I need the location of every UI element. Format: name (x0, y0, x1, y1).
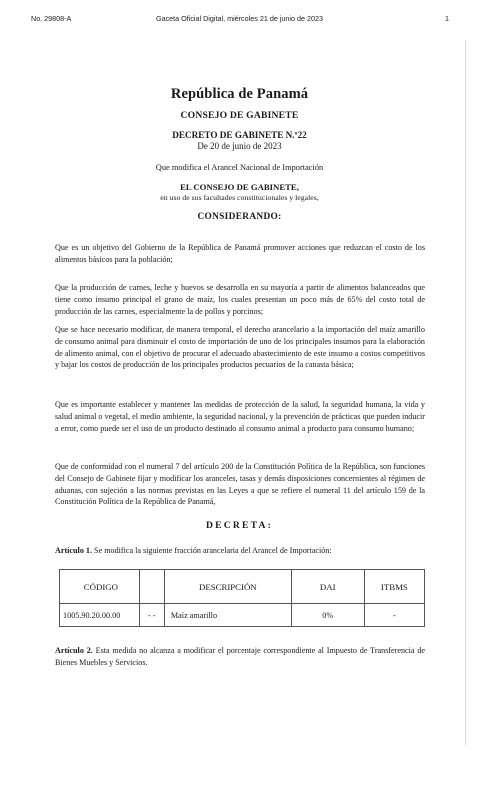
table-header-row (60, 570, 425, 604)
running-header (0, 14, 479, 26)
faculties-line: en uso de sus facultades constitucionales y legales, (160, 193, 319, 202)
tariff-table (59, 569, 425, 627)
gazette-title-date: Gaceta Oficial Digital, miércoles 21 de junio de 2023 (155, 14, 323, 23)
whereas-paragraph: Que se hace necesario modificar, de manera temporal, el derecho arancelario a la importación del maíz amarillo de consumo animal para disminuir el costo de importación de uno de los principales insumos para la elaboración de alimento animal, con el objetivo de procurar el adecuado abastecimiento de este insumo a costos competitivos y bajar los costos de producción de los principales productos pecuarios de la canasta básica; (55, 325, 425, 370)
article-2 (55, 645, 425, 669)
page-number: 1 (445, 14, 449, 23)
whereas-paragraph: Que de conformidad con el numeral 7 del artículo 200 de la Constitución Política de la República, son funciones del Consejo de Gabinete fijar y modificar los aranceles, tasas y demás disposiciones concernientes al régimen de aduanas, con sujeción a las normas previstas en las Leyes a que se refiere el numeral 11 del artículo 159 de la Constitución Política de la República de Panamá, (55, 462, 425, 507)
gazette-number: No. 29808-A (31, 14, 72, 23)
cell-itbms: - (364, 604, 424, 627)
considering-heading: CONSIDERANDO: (197, 212, 282, 222)
whereas-paragraph: Que es importante establecer y mantener las medidas de protección de la salud, la seguridad humana, la vida y salud animal o vegetal, el medio ambiente, la seguridad nacional, y la prevención de prácticas que pueden inducir a error, como puede ser el uso de un producto destinado al consumo animal a producto para consumo humano; (55, 400, 425, 433)
article-1-text: Se modifica la siguiente fracción arancelaria del Arancel de Importación: (94, 546, 332, 555)
cell-description: Maíz amarillo (164, 604, 291, 627)
article-1-label: Artículo 1. (55, 546, 93, 555)
whereas-paragraph: Que es un objetivo del Gobierno de la República de Panamá promover acciones que reduzcan el costo de los alimentos básicos para la población; (55, 243, 425, 264)
header-description: DESCRIPCIÓN (164, 570, 291, 604)
article-2-label: Artículo 2. (55, 646, 93, 655)
cell-dashes: - - (139, 604, 164, 627)
header-code: CÓDIGO (60, 570, 140, 604)
header-itbms: ITBMS (364, 570, 424, 604)
republic-heading: República de Panamá (170, 86, 309, 102)
decree-date: De 20 de junio de 2023 (197, 141, 282, 151)
decree-subject: Que modifica el Arancel Nacional de Importación (155, 163, 324, 172)
table-row (60, 604, 425, 627)
issuing-body: CONSEJO DE GABINETE (180, 110, 299, 121)
header-blank (139, 570, 164, 604)
header-dai: DAI (291, 570, 364, 604)
decree-number: DECRETO DE GABINETE N.º22 (172, 130, 307, 140)
cell-dai: 0% (291, 604, 364, 627)
council-heading: EL CONSEJO DE GABINETE, (180, 182, 299, 192)
cell-code: 1005.90.20.00.00 (60, 604, 140, 627)
decreta-heading: DECRETA: (206, 520, 273, 531)
article-1 (55, 546, 425, 555)
article-2-text: Esta medida no alcanza a modificar el porcentaje correspondiente al Impuesto de Transferencia de Bienes Muebles y Servicios. (55, 646, 425, 667)
whereas-paragraph: Que la producción de carnes, leche y huevos se desarrolla en su mayoría a partir de alimentos balanceados que tiene como insumo principal el grano de maíz, los cuales presentan un poco más de 65% del costo total de producción de las carnes, especialmente la de pollos y porcinos; (55, 283, 425, 316)
